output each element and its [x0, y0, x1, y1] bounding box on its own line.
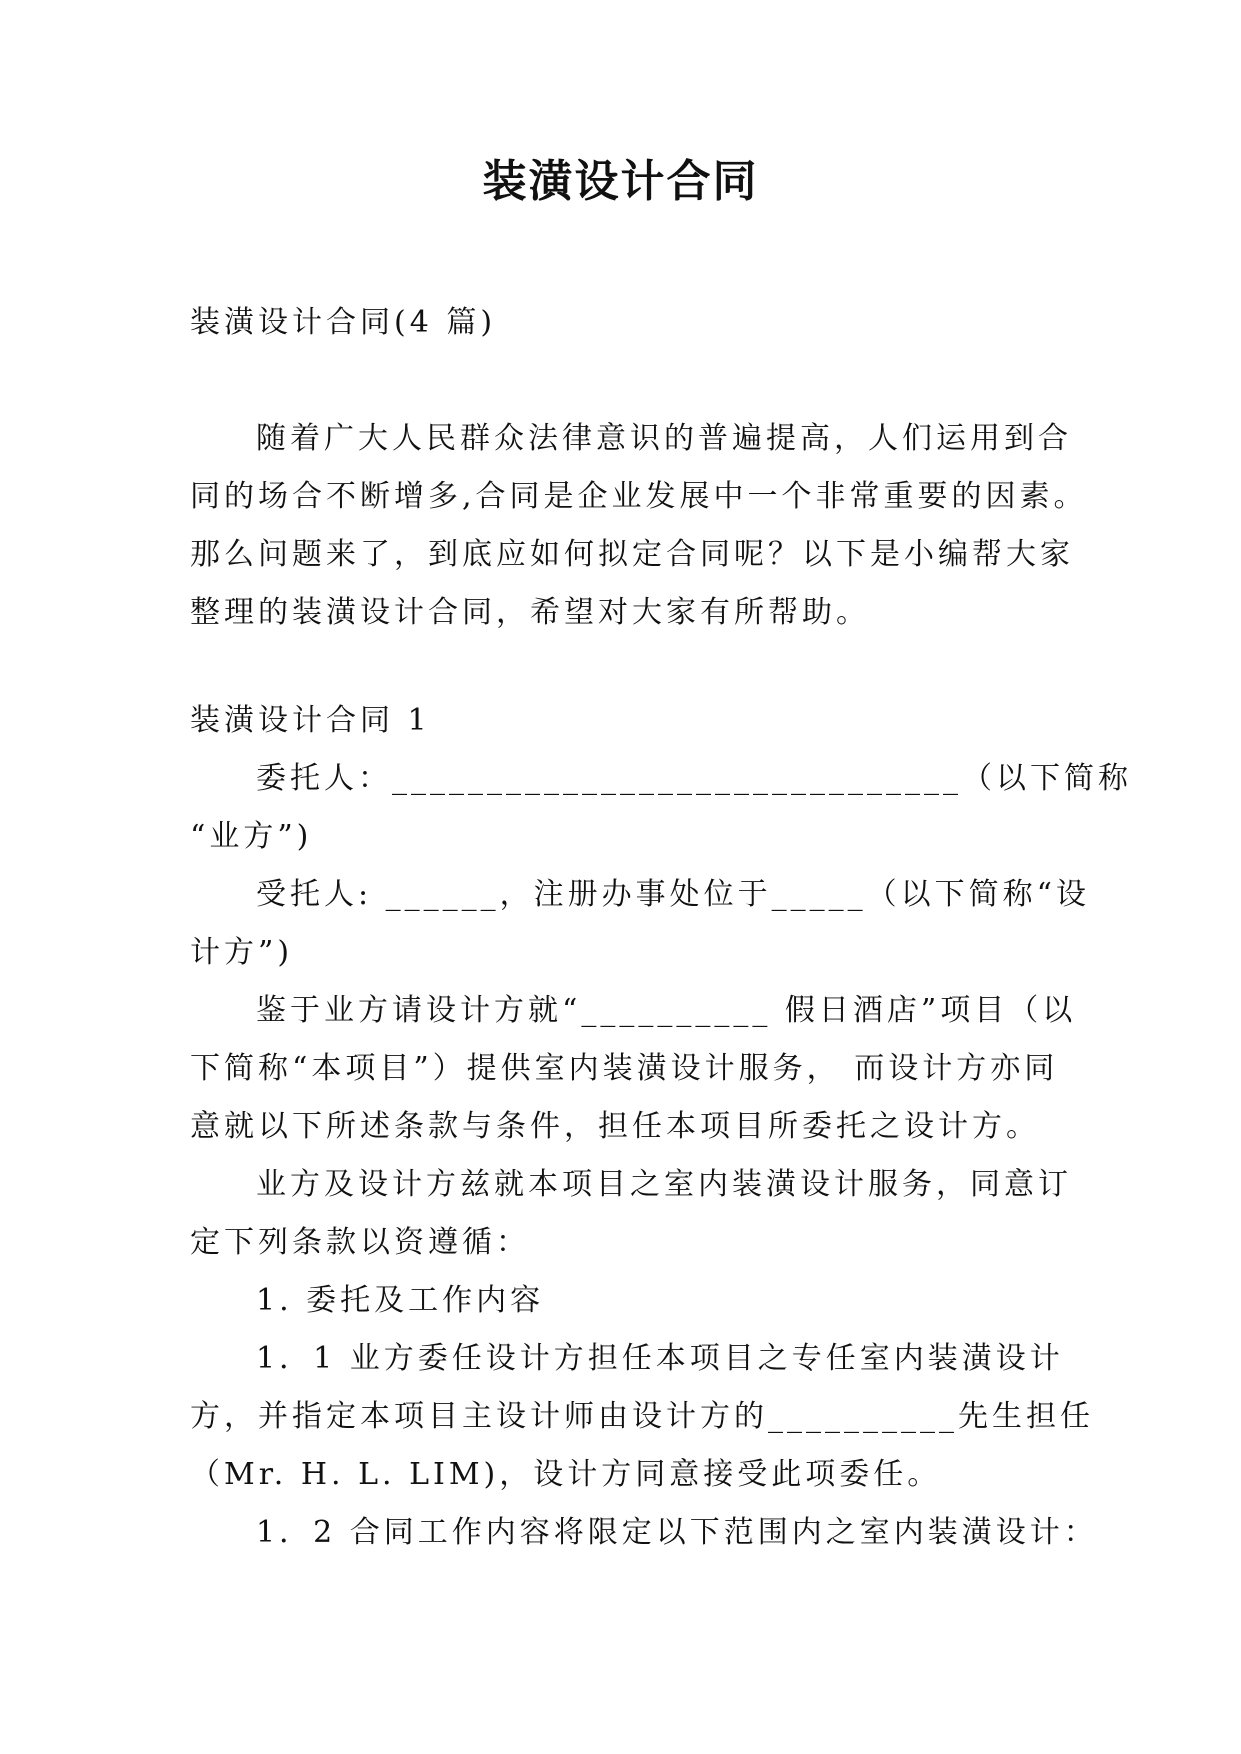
whereas-line-1: 鉴于业方请设计方就“__________ 假日酒店”项目（以	[256, 993, 1077, 1028]
document-title: 装潢设计合同	[482, 156, 759, 207]
intro-line-4: 整理的装潢设计合同，希望对大家有所帮助。	[190, 595, 870, 630]
clause-1-1-line-3: （Mr. H. L. LIM)，设计方同意接受此项委任。	[190, 1457, 942, 1492]
section-heading: 装潢设计合同 1	[190, 703, 431, 738]
clause-1-2-line-1: 1．2 合同工作内容将限定以下范围内之室内装潢设计：	[256, 1515, 1098, 1550]
clause-1-heading: 1. 委托及工作内容	[256, 1283, 545, 1318]
clause-1-1-line-2: 方，并指定本项目主设计师由设计方的__________先生担任	[190, 1399, 1094, 1434]
intro-line-2: 同的场合不断增多,合同是企业发展中一个非常重要的因素。	[190, 479, 1088, 514]
whereas-line-3: 意就以下所述条款与条件，担任本项目所委托之设计方。	[190, 1109, 1040, 1144]
client-line: 委托人：______________________________（以下简称	[256, 761, 1132, 796]
subtitle-line: 装潢设计合同(4 篇)	[190, 305, 497, 340]
whereas-line-2: 下简称“本项目”）提供室内装潢设计服务， 而设计方亦同	[190, 1051, 1059, 1086]
clause-1-1-line-1: 1．1 业方委任设计方担任本项目之专任室内装潢设计	[256, 1341, 1064, 1376]
document-body	[190, 294, 1132, 1562]
intro-line-3: 那么问题来了，到底应如何拟定合同呢？以下是小编帮大家	[190, 537, 1074, 572]
designer-line: 受托人: ______，注册办事处位于_____（以下简称“设	[256, 877, 1090, 912]
agreement-line-2: 定下列条款以资遵循：	[190, 1225, 530, 1260]
intro-line-1: 随着广大人民群众法律意识的普遍提高，人们运用到合	[256, 421, 1072, 456]
agreement-line-1: 业方及设计方兹就本项目之室内装潢设计服务，同意订	[256, 1167, 1072, 1202]
designer-line-cont: 计方”)	[190, 935, 294, 970]
client-line-cont: “业方”)	[190, 819, 313, 854]
